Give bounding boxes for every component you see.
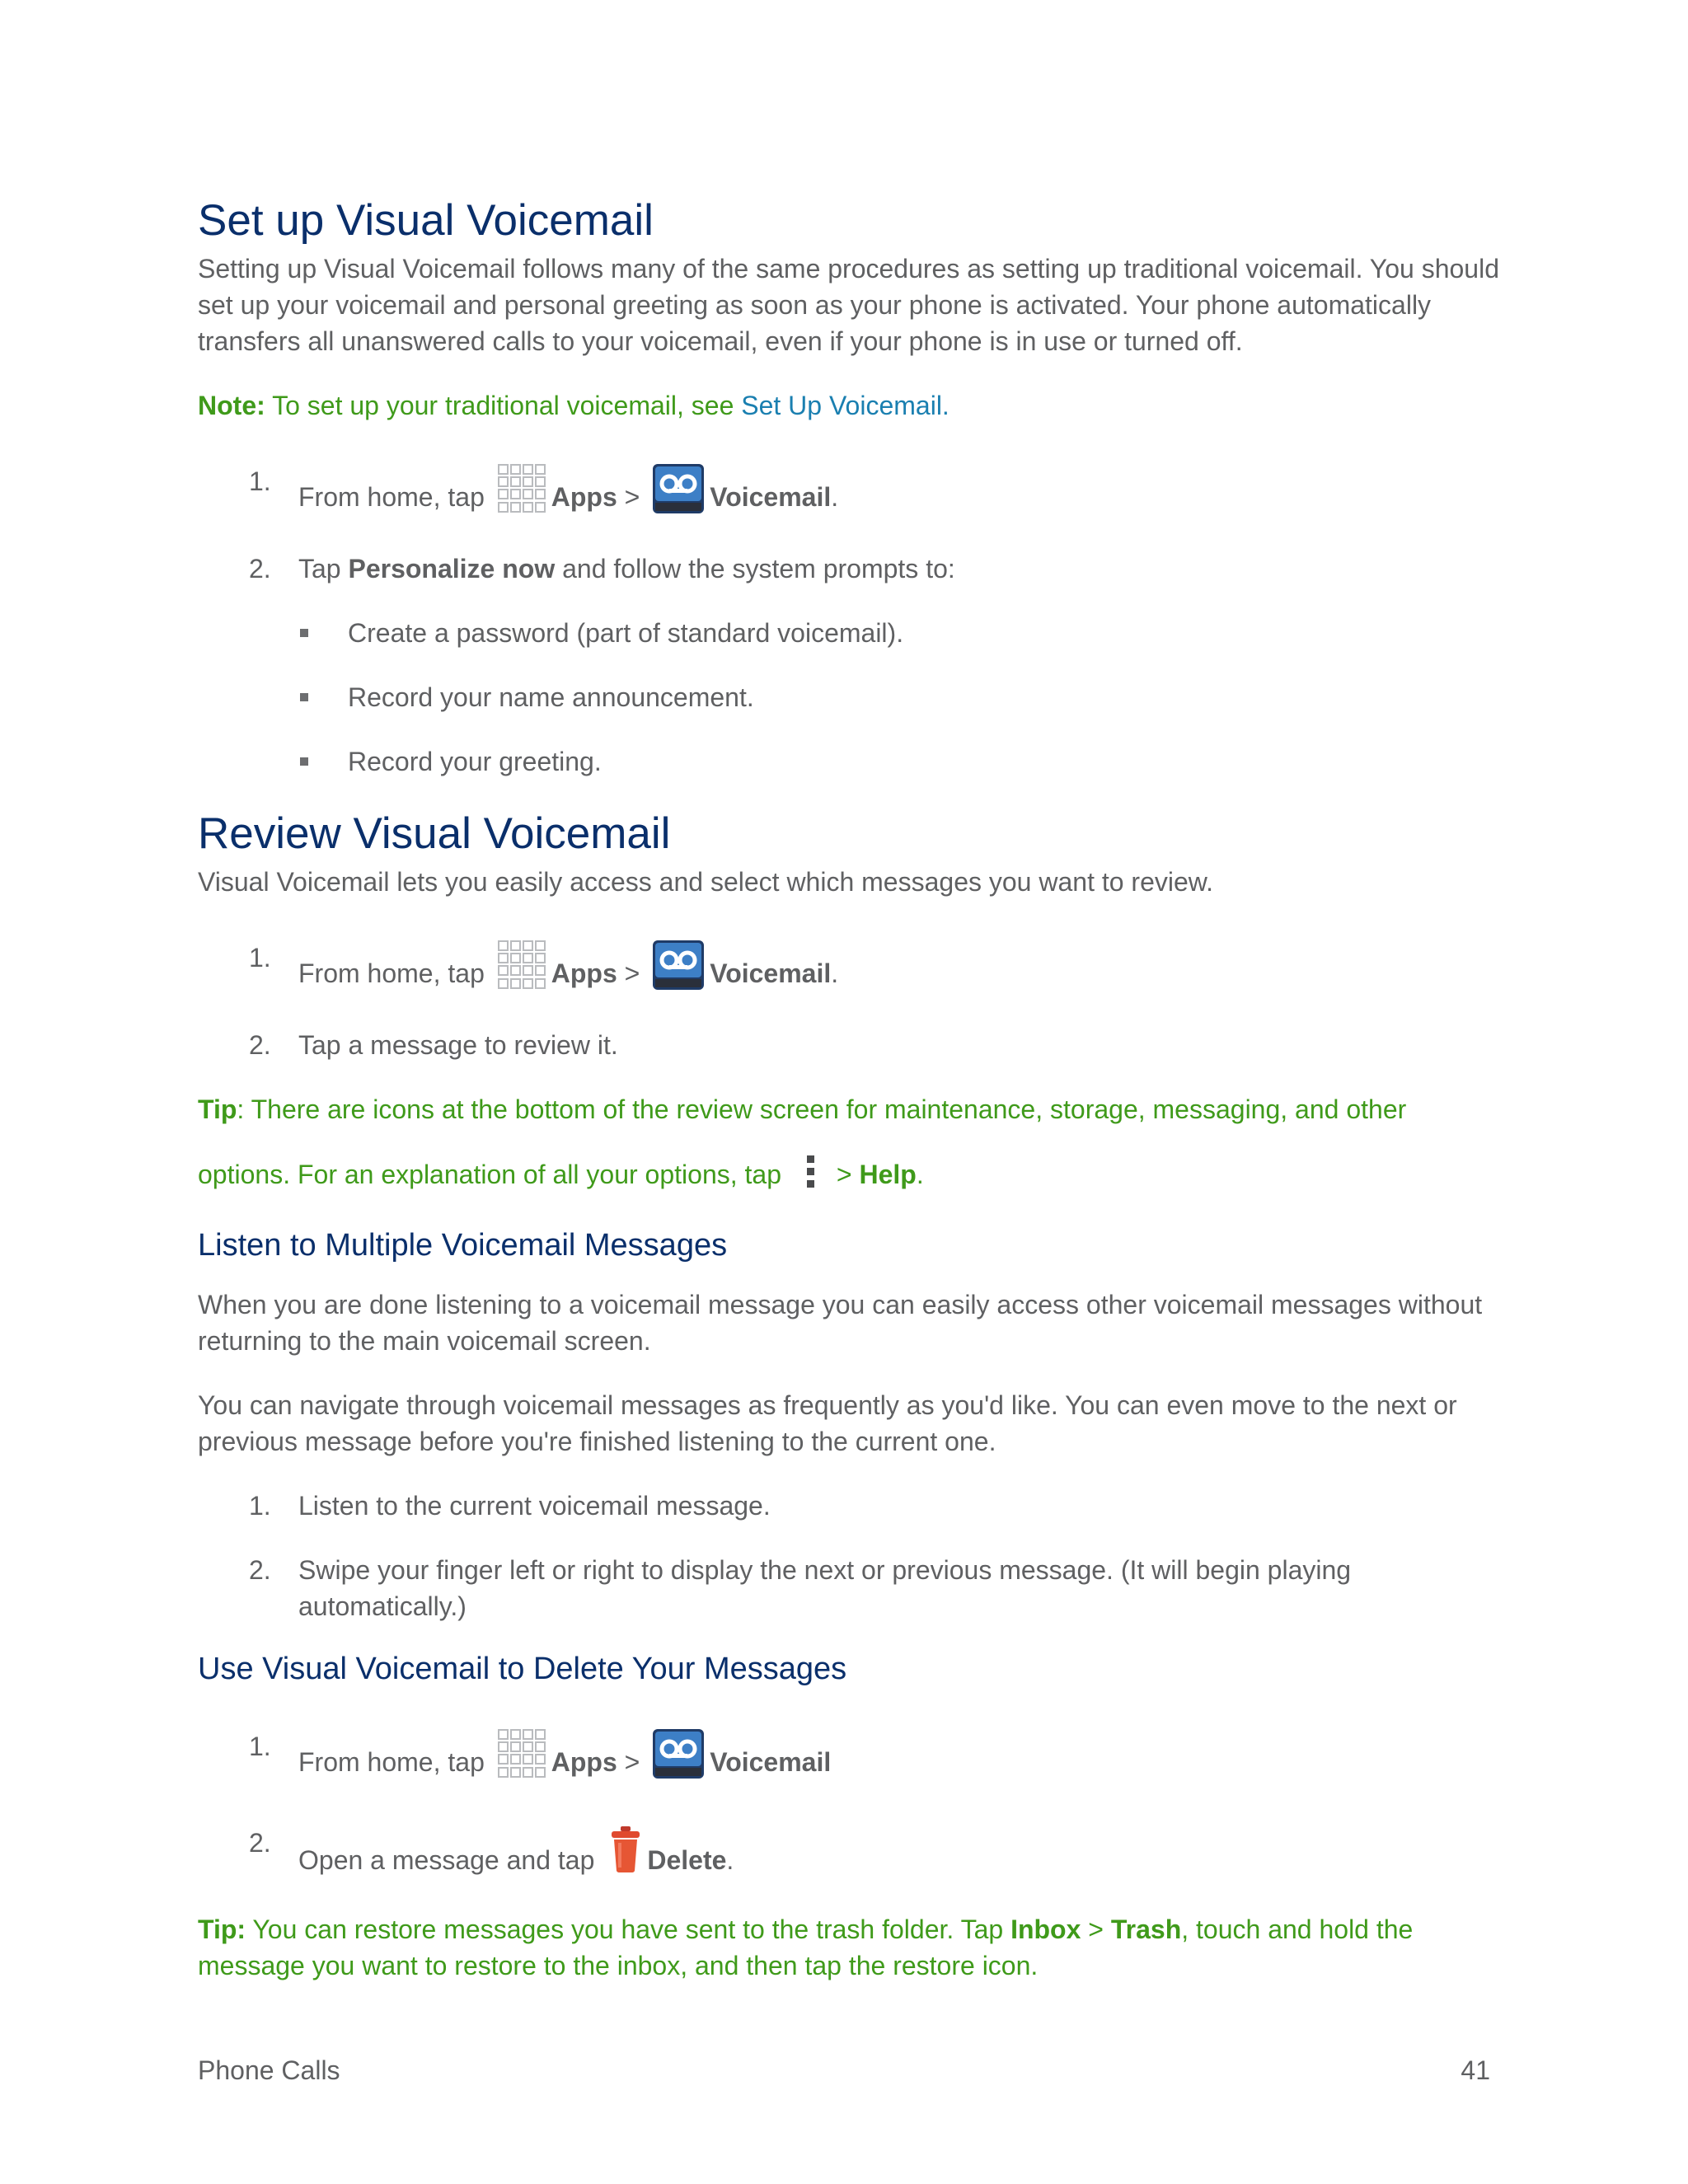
apps-label: Apps	[551, 482, 617, 512]
bullet-square-icon	[300, 757, 308, 766]
listen-step-1	[198, 1488, 1500, 1524]
apps-label: Apps	[551, 1747, 617, 1777]
note-end: .	[941, 391, 950, 420]
step-end: .	[726, 1845, 734, 1875]
step-separator: >	[617, 958, 648, 988]
step-text: From home, tap	[298, 1747, 492, 1777]
review-tip-line-1	[198, 1091, 1500, 1127]
step-number: 1.	[249, 943, 271, 972]
trash-icon	[609, 1825, 642, 1883]
trash-label: Trash	[1110, 1915, 1182, 1944]
step-number: 2.	[249, 1555, 271, 1585]
heading-set-up-visual-voicemail: Set up Visual Voicemail	[198, 196, 654, 245]
personalize-now-label: Personalize now	[348, 554, 556, 583]
step-number: 1.	[249, 1732, 271, 1761]
review-intro: Visual Voicemail lets you easily access and select which messages you want to review.	[198, 867, 1214, 897]
setup-step-1	[198, 463, 1500, 523]
bullet-item	[198, 615, 1500, 651]
tip-end: .	[916, 1160, 924, 1189]
step-number: 1.	[249, 466, 271, 496]
apps-icon	[497, 463, 546, 523]
voicemail-label: Voicemail	[710, 1747, 832, 1777]
overflow-menu-icon	[804, 1154, 816, 1201]
bullet-text: Record your greeting.	[348, 747, 602, 776]
step-text: From home, tap	[298, 482, 492, 512]
step-text: Open a message and tap	[298, 1845, 595, 1875]
setup-step-2	[198, 551, 1500, 587]
review-step-1	[198, 940, 1500, 1000]
voicemail-icon	[652, 1728, 705, 1788]
footer-section-title: Phone Calls	[198, 2055, 340, 2085]
delete-step-1	[198, 1728, 1500, 1788]
step-separator: >	[617, 482, 648, 512]
note-label: Note:	[198, 391, 265, 420]
tip-separator: >	[1081, 1915, 1111, 1944]
review-tip-line-2	[198, 1154, 1500, 1201]
note-paragraph	[198, 387, 1500, 424]
bullet-square-icon	[300, 693, 308, 701]
page-number: 41	[1461, 2055, 1490, 2085]
apps-icon	[497, 1728, 546, 1788]
voicemail-icon	[652, 463, 705, 523]
voicemail-label: Voicemail	[710, 482, 832, 512]
note-text: To set up your traditional voicemail, see	[265, 391, 742, 420]
step-text: From home, tap	[298, 958, 492, 988]
bullet-item	[198, 743, 1500, 780]
step-number: 2.	[249, 1030, 271, 1060]
step-text: Tap a message to review it.	[298, 1030, 618, 1060]
set-up-intro: Setting up Visual Voicemail follows many of the same procedures as setting up traditional voicemail. You should set up your voicemail and personal greeting as soon as your phone is activated. Your phone automatically transfers all unanswered calls to your voicemail, even if your phone is in use or turned off.	[198, 254, 1499, 356]
bullet-item	[198, 679, 1500, 715]
step-number: 1.	[249, 1491, 271, 1521]
step-end: .	[831, 958, 839, 988]
apps-label: Apps	[551, 958, 617, 988]
step-text-post: and follow the system prompts to:	[555, 554, 955, 583]
heading-review-visual-voicemail: Review Visual Voicemail	[198, 809, 671, 858]
page-content	[198, 194, 1500, 1984]
delete-step-2	[198, 1825, 1500, 1883]
tip-text: options. For an explanation of all your options, tap	[198, 1160, 781, 1189]
step-text: Listen to the current voicemail message.	[298, 1491, 771, 1521]
step-end: .	[831, 482, 839, 512]
listen-paragraph-1: When you are done listening to a voicemail message you can easily access other voicemail messages without returning to the main voicemail screen.	[198, 1290, 1483, 1356]
step-text: Swipe your finger left or right to display the next or previous message. (It will begin playing automatically.)	[298, 1555, 1352, 1621]
tip-label: Tip	[198, 1094, 237, 1124]
tip-label: Tip:	[198, 1915, 246, 1944]
bullet-text: Record your name announcement.	[348, 682, 754, 712]
set-up-voicemail-link[interactable]: Set Up Voicemail	[741, 391, 942, 420]
delete-label: Delete	[647, 1845, 727, 1875]
listen-step-2	[198, 1552, 1500, 1624]
bullet-text: Create a password (part of standard voicemail).	[348, 618, 904, 648]
apps-icon	[497, 940, 546, 1000]
heading-delete-messages: Use Visual Voicemail to Delete Your Messages	[198, 1652, 847, 1686]
step-text: Tap	[298, 554, 349, 583]
voicemail-label: Voicemail	[710, 958, 832, 988]
voicemail-icon	[652, 940, 705, 1000]
step-separator: >	[617, 1747, 648, 1777]
heading-listen-multiple: Listen to Multiple Voicemail Messages	[198, 1228, 728, 1263]
bullet-square-icon	[300, 629, 308, 637]
step-number: 2.	[249, 1828, 271, 1858]
page-footer	[198, 2052, 1490, 2088]
review-step-2	[198, 1027, 1500, 1063]
inbox-label: Inbox	[1010, 1915, 1081, 1944]
tip-text: You can restore messages you have sent to the trash folder. Tap	[246, 1915, 1011, 1944]
tip-text-post: , touch and hold the message you want to restore to the inbox, and then tap the restore icon.	[198, 1915, 1414, 1980]
tip-text: : There are icons at the bottom of the review screen for maintenance, storage, messaging, and other	[237, 1094, 1407, 1124]
tip-separator: >	[829, 1160, 860, 1189]
delete-tip	[198, 1911, 1500, 1984]
step-number: 2.	[249, 554, 271, 583]
listen-paragraph-2: You can navigate through voicemail messages as frequently as you'd like. You can even move to the next or previous message before you're finished listening to the current one.	[198, 1390, 1457, 1456]
help-label: Help	[859, 1160, 917, 1189]
